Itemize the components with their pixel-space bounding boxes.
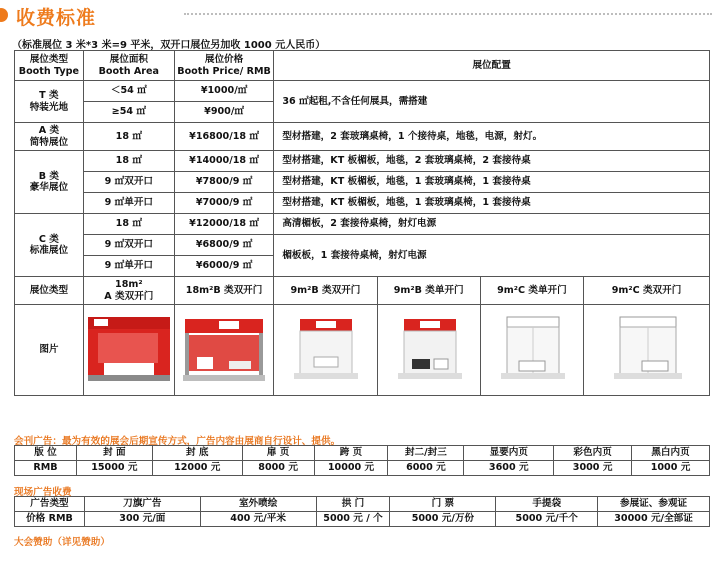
area-cell: 9 ㎡单开口: [83, 256, 174, 277]
area-cell: 18 ㎡: [83, 214, 174, 235]
config-cell: 楣板板，1 套接待桌椅，射灯电源: [274, 235, 710, 277]
booth-image-c9-single: [480, 305, 583, 396]
onsite-header: 门 票: [390, 497, 496, 512]
pic-type-cell: 18m²B 类双开门: [174, 277, 273, 305]
price-cell: ¥16800/18 ㎡: [174, 123, 273, 151]
ads-header: 黑白内页: [632, 446, 710, 461]
table-row: [15, 172, 710, 193]
header-booth-price: 展位价格 Booth Price/ RMB: [174, 51, 273, 81]
table-row: [15, 305, 710, 396]
booth-price-table: [14, 50, 710, 396]
config-cell: 型材搭建，KT 板楣板，地毯，1 套玻璃桌椅，1 套接待桌: [274, 193, 710, 214]
booth-image-b9-single: [377, 305, 480, 396]
type-b: B 类 豪华展位: [15, 151, 84, 214]
table-row: [15, 214, 710, 235]
ads-header: 跨 页: [314, 446, 388, 461]
area-cell: ＜54 ㎡: [83, 81, 174, 102]
onsite-header: 广告类型: [15, 497, 85, 512]
ads-price: RMB: [15, 461, 77, 476]
table-row: [15, 81, 710, 102]
title-bar: [0, 0, 720, 30]
ads-price: 15000 元: [76, 461, 152, 476]
onsite-price: 价格 RMB: [15, 512, 85, 527]
price-cell: ¥12000/18 ㎡: [174, 214, 273, 235]
ads-section-title: 会刊广告：最为有效的展会后期宣传方式，广告内容由展商自行设计、提供。: [14, 436, 341, 447]
pic-type-cell: 9m²C 类双开门: [584, 277, 710, 305]
onsite-price: 5000 元/千个: [496, 512, 598, 527]
ads-header: 封二/封三: [388, 446, 464, 461]
table-row: [15, 461, 710, 476]
table-row: [15, 497, 710, 512]
area-cell: 18 ㎡: [83, 123, 174, 151]
ads-price: 3000 元: [554, 461, 632, 476]
booth-b18-illustration: [179, 311, 269, 385]
booth-image-a: [83, 305, 174, 396]
pic-type-cell: 9m²C 类单开门: [480, 277, 583, 305]
ads-header: 封 底: [152, 446, 242, 461]
table-row: [15, 123, 710, 151]
onsite-price: 400 元/平米: [200, 512, 316, 527]
price-cell: ¥14000/18 ㎡: [174, 151, 273, 172]
booth-image-c9-double: [584, 305, 710, 396]
title-divider: [184, 13, 712, 15]
table-row: [15, 512, 710, 527]
ads-price: 3600 元: [464, 461, 554, 476]
page-title: 收费标准: [16, 7, 97, 29]
booth-note: （标准展位 3 米*3 米=9 平米，双开口展位另加收 1000 元人民币）: [12, 40, 326, 51]
pic-type-cell: 18m² A 类双开门: [83, 277, 174, 305]
sponsor-note: 大会赞助（详见赞助）: [14, 537, 110, 548]
config-cell: 型材搭建，2 套玻璃桌椅，1 个接待桌，地毯，电源，射灯。: [274, 123, 710, 151]
onsite-price: 5000 元/万份: [390, 512, 496, 527]
type-a: A 类 简特展位: [15, 123, 84, 151]
price-cell: ¥7000/9 ㎡: [174, 193, 273, 214]
config-cell: 型材搭建，KT 板楣板，地毯，1 套玻璃桌椅，1 套接待桌: [274, 172, 710, 193]
ads-header: 封 面: [76, 446, 152, 461]
table-row: [15, 51, 710, 81]
booth-image-b9-double: [274, 305, 377, 396]
area-cell: 9 ㎡双开口: [83, 172, 174, 193]
onsite-price-table: [14, 496, 710, 527]
onsite-header: 刀旗广告: [84, 497, 200, 512]
ads-price: 6000 元: [388, 461, 464, 476]
onsite-header: 拱 门: [316, 497, 390, 512]
config-cell: 高清楣板，2 套接待桌椅，射灯电源: [274, 214, 710, 235]
table-row: [15, 151, 710, 172]
area-cell: 18 ㎡: [83, 151, 174, 172]
ads-price-table: [14, 445, 710, 476]
ads-header: 显要内页: [464, 446, 554, 461]
area-cell: 9 ㎡双开口: [83, 235, 174, 256]
onsite-header: 室外喷绘: [200, 497, 316, 512]
table-row: [15, 193, 710, 214]
title-bullet-icon: [0, 8, 8, 22]
config-cell: 36 ㎡起租,不含任何展具，需搭建: [274, 81, 710, 123]
ads-price: 8000 元: [242, 461, 314, 476]
area-cell: 9 ㎡单开口: [83, 193, 174, 214]
onsite-price: 30000 元/全部证: [598, 512, 710, 527]
ads-price: 10000 元: [314, 461, 388, 476]
booth-b9-single-illustration: [384, 311, 474, 385]
booth-a-illustration: [84, 311, 174, 385]
ads-header: 版 位: [15, 446, 77, 461]
pic-type-cell: 9m²B 类单开门: [377, 277, 480, 305]
table-row: [15, 235, 710, 256]
booth-image-b18: [174, 305, 273, 396]
table-row: [15, 446, 710, 461]
price-cell: ¥7800/9 ㎡: [174, 172, 273, 193]
onsite-price: 5000 元 / 个: [316, 512, 390, 527]
onsite-section-title: 现场广告收费: [14, 487, 72, 498]
ads-price: 12000 元: [152, 461, 242, 476]
price-cell: ¥1000/㎡: [174, 81, 273, 102]
onsite-header: 参展证、参观证: [598, 497, 710, 512]
booth-c9-double-illustration: [602, 311, 692, 385]
header-booth-config: 展位配置: [274, 51, 710, 81]
ads-header: 扉 页: [242, 446, 314, 461]
pic-label: 图片: [15, 305, 84, 396]
ads-header: 彩色内页: [554, 446, 632, 461]
header-booth-area: 展位面积 Booth Area: [83, 51, 174, 81]
type-c: C 类 标准展位: [15, 214, 84, 277]
config-cell: 型材搭建，KT 板楣板，地毯，2 套玻璃桌椅，2 套接待桌: [274, 151, 710, 172]
area-cell: ≥54 ㎡: [83, 102, 174, 123]
pic-row-label: 展位类型: [15, 277, 84, 305]
onsite-header: 手提袋: [496, 497, 598, 512]
table-row: [15, 277, 710, 305]
price-cell: ¥6000/9 ㎡: [174, 256, 273, 277]
booth-b9-double-illustration: [280, 311, 370, 385]
price-cell: ¥900/㎡: [174, 102, 273, 123]
price-cell: ¥6800/9 ㎡: [174, 235, 273, 256]
header-booth-type: 展位类型 Booth Type: [15, 51, 84, 81]
type-t: T 类 特装光地: [15, 81, 84, 123]
pic-type-cell: 9m²B 类双开门: [274, 277, 377, 305]
ads-price: 1000 元: [632, 461, 710, 476]
onsite-price: 300 元/面: [84, 512, 200, 527]
booth-c9-single-illustration: [487, 311, 577, 385]
